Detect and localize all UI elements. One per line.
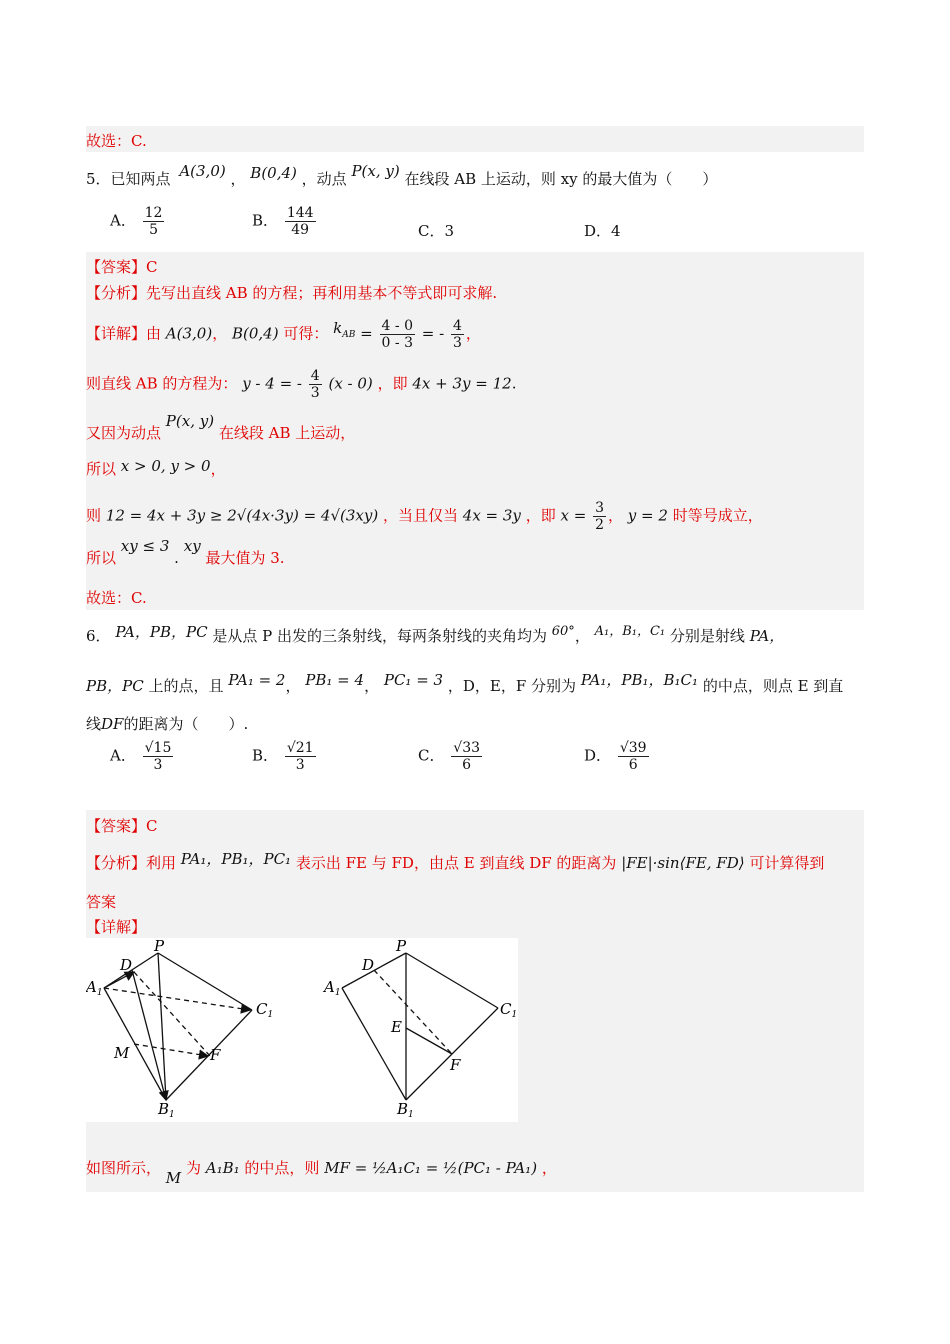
q6-analysis: 【分析】利用 PA₁，PB₁，PC₁ 表示出 FE 与 FD，由点 E 到直线 DF 的距离为 |FE|·sin⟨FE, FD⟩ 可计算得到 [86,850,825,872]
label-c1-r: $C_1$ [500,1000,518,1020]
q5-point-p: P(x, y) [351,162,400,180]
q5-choice: 故选：C. [86,589,147,607]
q5-point-b: B(0,4) [250,164,297,182]
q5-option-d[interactable]: D．4 [584,222,621,240]
label-c1: $C_1$ [256,1000,274,1020]
answer-block-prev [86,126,864,152]
label-d: D [120,956,133,974]
q5-point-a: A(3,0) [179,162,226,180]
q5-detail-6: 所以 xy ≤ 3 . xy 最大值为 3. [86,537,285,567]
q6-figure [86,938,518,1122]
q6-detail-label: 【详解】 [86,918,147,936]
q6-option-c[interactable]: C． $\frac{√33}{6}$ [418,740,481,773]
label-f: F [210,1046,221,1064]
label-m: M [114,1044,130,1062]
label-b1-r: $B_1$ [397,1100,414,1120]
q5-option-c[interactable]: C．3 [418,222,455,240]
q6-option-b[interactable]: B． $\frac{√21}{3}$ [252,740,314,773]
q5-option-a[interactable]: A． $\frac{12}{5}$ [110,205,163,238]
label-p-r: P [396,938,407,955]
q5-detail-5: 则 12 = 4x + 3y ≥ 2√(4x·3y) = 4√(3xy) ，当且仅当 4x = 3y ，即 x = $\frac{3}{2}$ ， y = 2 时等号成立， [86,500,763,533]
q5-detail-4: 所以 x > 0, y > 0， [86,457,226,478]
q5-detail-3: 又因为动点 P(x, y) 在线段 AB 上运动， [86,412,356,442]
q5-detail-2: 则直线 AB 的方程为： y - 4 = - $\frac{4}{3}$ (x - 0) ，即 4x + 3y = 12. [86,368,517,401]
label-a1: $A_1$ [86,978,103,998]
q6-line-1: 6． PA，PB，PC 是从点 P 出发的三条射线，每两条射线的夹角均为 60°， A₁，B₁，C₁ 分别是射线 PA， [86,623,785,645]
label-b1: $B_1$ [158,1100,175,1120]
label-d-r: D [362,956,375,974]
q5-detail-1: 【详解】由 A(3,0)， B(0,4) 可得： $k_{AB}$ = $\frac{4 - 0}{0 - 3}$ = - $\frac{4}{3}$ ， [86,318,481,351]
q5-answer: 【答案】C [86,258,158,276]
label-p: P [154,938,165,955]
label-a1-r: $A_1$ [324,978,341,998]
q6-analysis-tail: 答案 [86,893,117,911]
q5-analysis: 【分析】先写出直线 AB 的方程；再利用基本不等式即可求解. [86,284,498,302]
prev-choice: 故选：C. [86,132,147,150]
q6-option-a[interactable]: A． $\frac{√15}{3}$ [110,740,172,773]
q6-line-2: PB，PC 上的点，且 PA₁ = 2， PB₁ = 4， PC₁ = 3 ，D，E，F 分别为 PA₁，PB₁，B₁C₁ 的中点，则点 E 到直 [86,671,844,695]
q6-answer: 【答案】C [86,817,158,835]
q5-stem: 5．已知两点 A(3,0) ， B(0,4) ，动点 P(x, y) 在线段 AB 上运动，则 xy 的最大值为（ ） [86,162,718,188]
label-f-r: F [450,1056,461,1074]
label-e-r: E [391,1018,402,1036]
q6-option-d[interactable]: D． $\frac{√39}{6}$ [584,740,647,773]
q6-final-line: 如图所示， M 为 A₁B₁ 的中点，则 MF = ½A₁C₁ = ½(PC₁ - PA₁) ， [86,1159,557,1187]
q6-line-3: 线DF的距离为（ ）. [86,715,249,733]
q5-option-b[interactable]: B． $\frac{144}{49}$ [252,205,314,238]
figure-background [86,938,518,1122]
